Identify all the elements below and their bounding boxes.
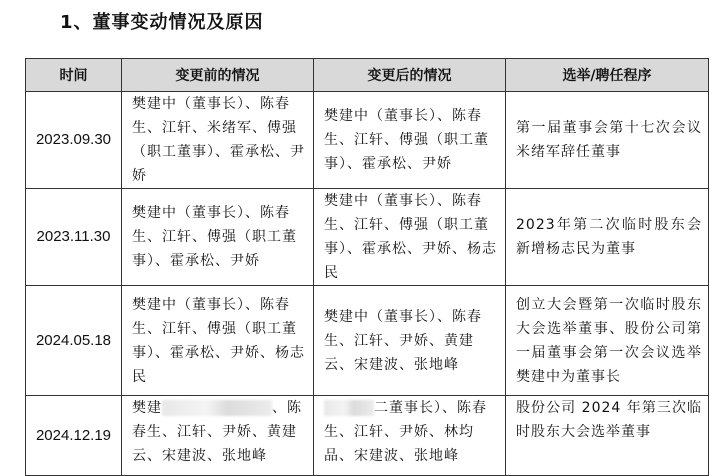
redaction-blur	[162, 400, 272, 416]
row-procedure: 2023年第二次临时股东会新增杨志民为董事	[506, 189, 709, 286]
director-change-table	[25, 58, 709, 476]
row-procedure: 创立大会暨第一次临时股东大会选举董事、股份公司第一届董事会第一次会议选举樊建中为董事长	[506, 286, 709, 396]
row-after-end: 二董事长）、陈春生、江轩、尹娇、林均品、宋建波、张地峰	[324, 400, 487, 464]
header-before: 变更前的情况	[122, 59, 314, 92]
row-date: 2023.11.30	[26, 189, 122, 286]
section-heading: 1、董事变动情况及原因	[60, 12, 264, 33]
header-after: 变更后的情况	[314, 59, 506, 92]
row-after: 樊建中（董事长）、陈春生、江轩、尹娇、黄建云、宋建波、张地峰	[314, 286, 506, 396]
row-procedure: 第一届董事会第十七次会议米绪军辞任董事	[506, 92, 709, 189]
row-before	[122, 396, 314, 476]
row-before-start: 樊建	[132, 400, 162, 416]
table-row	[26, 286, 709, 396]
row-before: 樊建中（董事长）、陈春生、江轩、傅强（职工董事）、霍承松、尹娇、杨志民	[122, 286, 314, 396]
redaction-blur	[324, 400, 374, 416]
row-before: 樊建中（董事长）、陈春生、江轩、米绪军、傅强（职工董事）、霍承松、尹娇	[122, 92, 314, 189]
table-header-row	[26, 59, 709, 92]
row-after: 樊建中（董事长）、陈春生、江轩、傅强（职工董事）、霍承松、尹娇、杨志民	[314, 189, 506, 286]
row-procedure: 股份公司 2024 年第三次临时股东大会选举董事	[506, 396, 709, 476]
header-procedure: 选举/聘任程序	[506, 59, 709, 92]
row-date: 2024.05.18	[26, 286, 122, 396]
header-time: 时间	[26, 59, 122, 92]
row-date: 2024.12.19	[26, 396, 122, 476]
row-after	[314, 396, 506, 476]
row-before: 樊建中（董事长）、陈春生、江轩、傅强（职工董事）、霍承松、尹娇	[122, 189, 314, 286]
row-before-end: 、陈春生、江轩、尹娇、黄建云、宋建波、张地峰	[132, 400, 302, 464]
table-row	[26, 396, 709, 476]
table-row	[26, 189, 709, 286]
row-after: 樊建中（董事长）、陈春生、江轩、傅强（职工董事）、霍承松、尹娇	[314, 92, 506, 189]
table-row	[26, 92, 709, 189]
row-date: 2023.09.30	[26, 92, 122, 189]
